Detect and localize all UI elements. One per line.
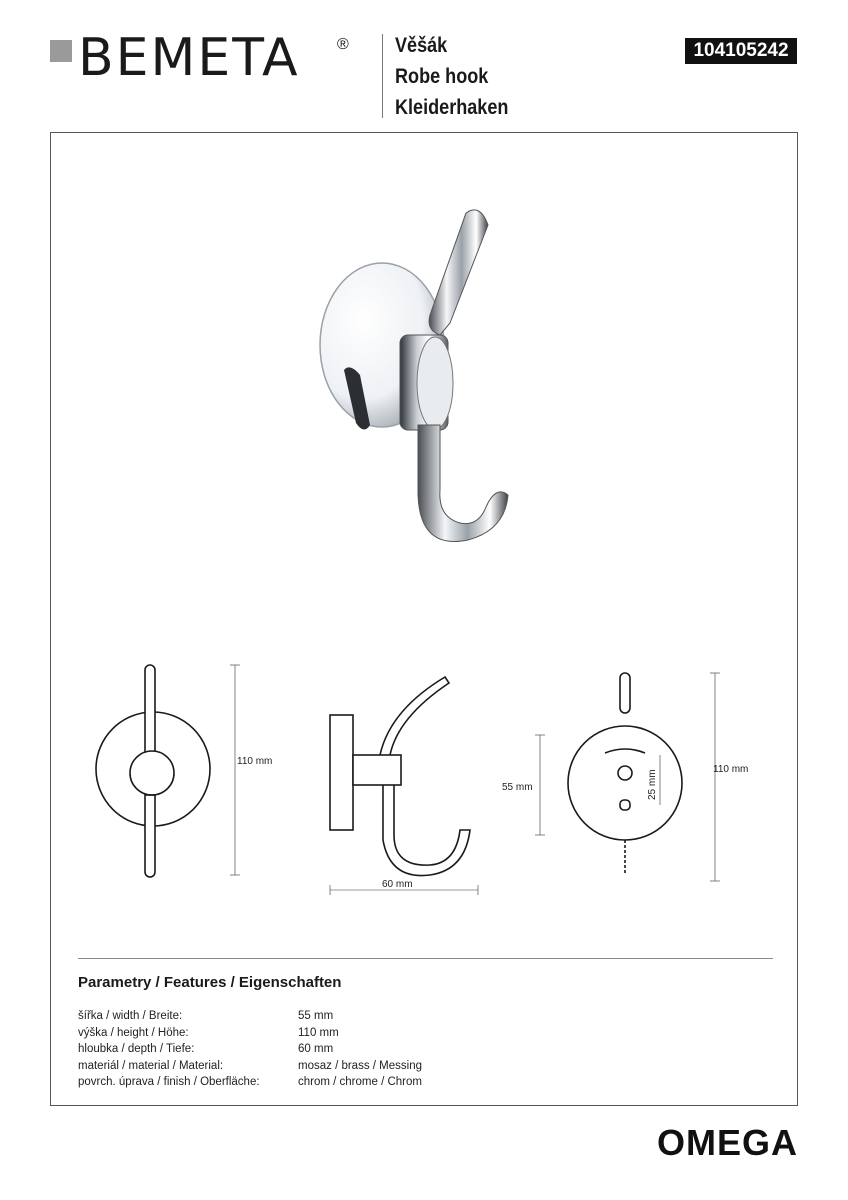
header-divider bbox=[382, 34, 383, 118]
technical-drawing bbox=[80, 655, 780, 915]
spec-row bbox=[78, 1041, 598, 1058]
spec-row bbox=[78, 1058, 598, 1075]
product-titles bbox=[395, 30, 527, 123]
title-cz: Věšák bbox=[395, 34, 448, 57]
spec-value: 55 mm bbox=[298, 1010, 334, 1022]
logo-square bbox=[50, 40, 72, 62]
back-holes-label: 25 mm bbox=[647, 769, 658, 800]
side-depth-label: 60 mm bbox=[382, 879, 413, 890]
hook-end-cap bbox=[417, 337, 453, 429]
lower-hook-arm bbox=[418, 425, 508, 542]
upper-hook-arm bbox=[429, 210, 488, 335]
spec-label: výška / height / Höhe: bbox=[78, 1026, 189, 1039]
spec-row bbox=[78, 1008, 598, 1025]
front-view bbox=[96, 665, 240, 877]
spec-value: 60 mm bbox=[298, 1043, 334, 1055]
product-photo bbox=[300, 195, 540, 575]
spec-label: povrch. úprava / finish / Oberfläche: bbox=[78, 1076, 260, 1088]
registered-mark: ® bbox=[337, 36, 349, 53]
spec-value: 110 mm bbox=[298, 1026, 339, 1039]
spec-label: hloubka / depth / Tiefe: bbox=[78, 1043, 195, 1055]
header bbox=[0, 0, 848, 130]
title-de: Kleiderhaken bbox=[395, 96, 509, 119]
spec-value: mosaz / brass / Messing bbox=[298, 1059, 422, 1072]
spec-row bbox=[78, 1025, 598, 1042]
spec-table bbox=[78, 1008, 598, 1091]
features-title: Parametry / Features / Eigenschaften bbox=[78, 974, 342, 991]
side-view bbox=[330, 677, 478, 895]
title-en: Robe hook bbox=[395, 65, 489, 88]
spec-label: materiál / material / Material: bbox=[78, 1059, 224, 1072]
product-code: 104105242 bbox=[685, 38, 797, 64]
back-height-label: 110 mm bbox=[713, 764, 749, 775]
front-height-label: 110 mm bbox=[237, 756, 273, 767]
back-base-label: 55 mm bbox=[502, 782, 533, 793]
back-view bbox=[535, 673, 720, 881]
spec-row bbox=[78, 1074, 598, 1091]
series-name: OMEGA bbox=[656, 1122, 798, 1163]
features-divider bbox=[78, 958, 773, 959]
spec-label: šířka / width / Breite: bbox=[78, 1010, 183, 1022]
brand-logo: BEMETA bbox=[78, 28, 300, 88]
spec-value: chrom / chrome / Chrom bbox=[298, 1076, 422, 1088]
